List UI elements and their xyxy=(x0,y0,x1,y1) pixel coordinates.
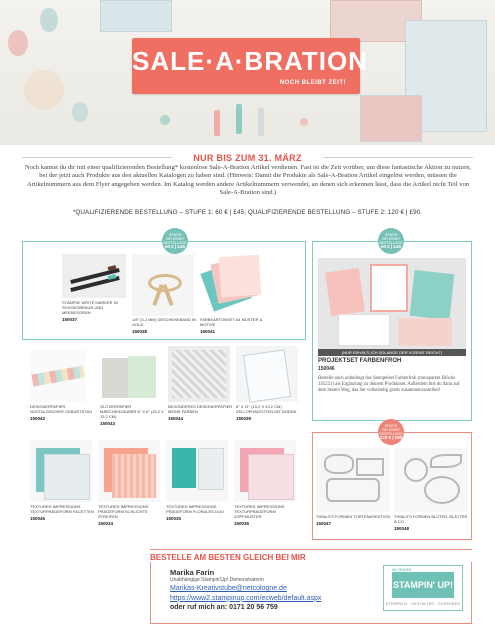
product-label xyxy=(166,504,234,521)
footer-rule xyxy=(150,549,472,550)
phone-text: oder ruf mich an: 0171 20 56 759 xyxy=(170,604,278,612)
product-image-special-paper xyxy=(168,346,230,402)
logo-tagline: STEMPELN · GESTALTEN · SCHENKEN xyxy=(385,602,461,606)
product-label xyxy=(98,504,164,526)
tier2-badge xyxy=(378,419,404,445)
sale-a-bration-banner xyxy=(132,38,368,94)
badge-gratis: GRATIS xyxy=(384,233,398,237)
tassel-decoration xyxy=(214,110,220,136)
balloon-decoration xyxy=(24,70,64,110)
badge-gratis: GRATIS xyxy=(384,424,398,428)
product-label xyxy=(62,300,126,322)
badge-condition: BEI EINER BESTELLUNG xyxy=(379,237,403,245)
stampin-up-logo xyxy=(383,565,463,611)
deadline-headline: NUR BIS ZUM 31. MÄRZ xyxy=(193,153,302,163)
product-number: 150035 xyxy=(166,516,182,521)
intro-text: Noch kannst du dir mit einer qualifizierenden Bestellung* kostenlose Sale-A-Bration Artikel verdienen. Fast ist die Zeit vorüber, um diese fantastische Aktion zu nutzen, bei der jetzt auch Produkte aus den aktuellen Katalogen zu haben sind. (Hinweis: Damit die Produkte als Sale-A-Bration Artikel eingelöst werden, müssen die Artikelnummern aus dem Flyer angegeben werden. Im Katalog werden andere Artikelnummern verwendet, an denen sich erkennen lässt, dass die Artikel nicht Teil von Sale-A-Bration sind.) xyxy=(24,164,472,196)
footer-title: BESTELLE AM BESTEN GLEICH BEI MIR xyxy=(150,553,306,562)
badge-condition: BEI EINER BESTELLUNG xyxy=(379,428,403,436)
gem-decoration xyxy=(160,115,170,125)
product-name: STAMPIN' WRITE MARKER IN SCHOKOBRAUN UND MEERESGRÜN xyxy=(62,300,118,315)
product-label xyxy=(30,404,98,421)
qualifying-order-note: *QUALIFIZIERENDE BESTELLUNG – STUFE 1: 60 € | £45; QUALIFIZIERENDE BESTELLUNG – STUFE 2: 120 € | £90. xyxy=(72,209,423,216)
product-number: 150041 xyxy=(200,329,216,334)
product-image-embossing-folder xyxy=(98,440,160,502)
product-image-designer-paper xyxy=(30,350,86,402)
tier1-badge xyxy=(378,228,404,254)
demonstrator-role: Unabhängige Stampin'Up! Demonstratorin xyxy=(170,577,264,584)
balloon-decoration xyxy=(8,30,28,56)
product-image-framelits-cake xyxy=(316,448,390,512)
product-image-embossing-folder xyxy=(234,440,296,502)
balloon-decoration xyxy=(40,8,58,32)
product-number: 150044 xyxy=(168,416,184,421)
tassel-decoration xyxy=(258,108,264,136)
product-image-glitter-paper xyxy=(100,348,158,402)
product-name: 6" X 11" (15,2 X 43,2 CM) ZELLOPHANTÜTEN MIT BODEN xyxy=(236,404,297,414)
tier1-badge xyxy=(162,228,188,254)
product-label xyxy=(234,504,302,526)
product-name: TEXTURED IMPRESSIONS PRÄGEFORM SCHLICHTE STREIFEN xyxy=(98,504,149,519)
product-label xyxy=(100,404,166,426)
banner-subtitle: NOCH BLEIBT ZEIT! xyxy=(279,80,346,86)
product-name: TEXTURED IMPRESSIONS TEXTURPRÄGEFORM ZOPFMUSTER xyxy=(234,504,285,519)
product-number: 150043 xyxy=(100,421,116,426)
logo-years: 30 YEARS xyxy=(392,567,412,572)
product-number: 150037 xyxy=(62,317,78,322)
product-label xyxy=(394,514,470,531)
product-number: 150042 xyxy=(30,416,46,421)
product-name: BESONDERES DESIGNERPAPIER MEINE FARBEN xyxy=(168,404,233,414)
product-name: DESIGNERPAPIER NOSTALGISCHER GEBURTSTAG xyxy=(30,404,93,414)
product-number: 150048 xyxy=(394,526,410,531)
product-label xyxy=(316,514,390,526)
product-image-embossing-folder xyxy=(166,440,228,502)
product-image-ribbon xyxy=(132,254,194,316)
product-name: FARBKARTONSET A4 MUSTER & MOTIVE xyxy=(200,317,263,327)
badge-value: 60 € | £45 xyxy=(380,244,402,249)
product-image-cello-bags xyxy=(236,346,298,402)
project-kit-number: 150046 xyxy=(318,366,335,372)
project-kit-description: Bestelle auch unbedingt das Stempelset Farbenfroh (transparent Blöcke 145221) als Ergänzung zu deinem Produktset. Außerdem bist du dann auf dem besten Weg, das Set vollständig gratis zusammenzustellen! xyxy=(318,376,460,393)
product-image-thinlits-flowers xyxy=(394,448,468,512)
product-number: 150036 xyxy=(234,521,250,526)
product-number: 150045 xyxy=(30,516,46,521)
balloon-decoration xyxy=(72,102,88,122)
product-number: 150047 xyxy=(316,521,332,526)
product-image-cardstock xyxy=(202,252,262,314)
product-name: THINLITS FORMEN TORTENKREATION xyxy=(316,514,390,519)
badge-gratis: GRATIS xyxy=(168,233,182,237)
product-image-embossing-folder xyxy=(30,440,92,502)
product-name: TEXTURED IMPRESSIONS PRÄGEFORM FLORALES DUO xyxy=(166,504,224,514)
product-number: 150038 xyxy=(132,329,148,334)
product-label xyxy=(168,404,236,421)
product-label xyxy=(132,317,198,334)
shop-link[interactable]: https://www2.stampinup.com/ecweb/default.aspx xyxy=(170,594,322,602)
product-name: TEXTURED IMPRESSIONS TEXTURPRÄGEFORM FACETTEN xyxy=(30,504,94,514)
banner-title: SALE·A·BRATION xyxy=(132,46,368,76)
badge-value: 120 € | £90 xyxy=(379,435,403,440)
tassel-decoration xyxy=(236,104,242,134)
card-decoration xyxy=(100,0,172,32)
gem-decoration xyxy=(300,118,308,126)
product-name: THINLITS FORMEN BLÜTEN, BLÄTTER & CO. xyxy=(394,514,468,524)
product-number: 150034 xyxy=(98,521,114,526)
product-label xyxy=(236,404,308,421)
product-label xyxy=(30,504,96,521)
product-name: GLITZERPAPIER MÄRCHENZAUBER 6" X 6" (15,2 X 15,2 CM) xyxy=(100,404,164,419)
project-kit-title: PROJEKTSET FARBENFROH xyxy=(318,358,402,364)
project-kit-image-note: (NUR ERHÄLTLICH SOLANGE DER VORRAT REICHT) xyxy=(318,349,466,356)
project-kit-image xyxy=(318,258,466,356)
badge-value: 60 € | £45 xyxy=(164,244,186,249)
product-image-markers xyxy=(62,254,126,298)
contact-block xyxy=(170,568,321,613)
card-decoration xyxy=(360,95,422,142)
demonstrator-name: Marika Farin xyxy=(170,568,215,577)
product-number: 150039 xyxy=(236,416,252,421)
email-link[interactable]: Marikas-Kreativstube@netcologne.de xyxy=(170,585,287,593)
logo-brand: STAMPIN' UP! xyxy=(392,572,454,598)
badge-condition: BEI EINER BESTELLUNG xyxy=(163,237,187,245)
product-name: 1/8" (3,2 MM) GESCHENKBAND IN GOLD xyxy=(132,317,196,327)
product-label xyxy=(200,317,270,334)
